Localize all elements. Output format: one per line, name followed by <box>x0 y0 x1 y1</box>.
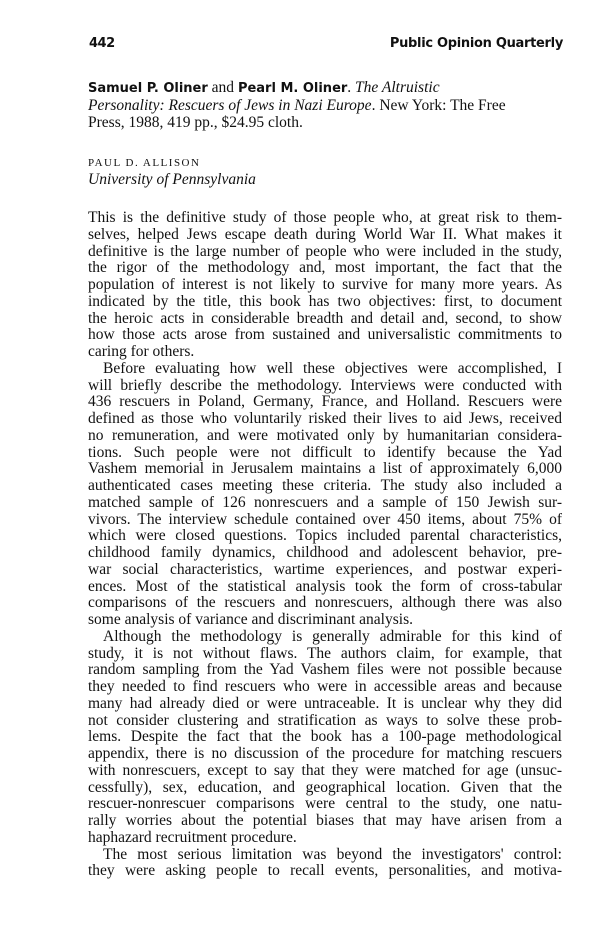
text-line: will briefly describe the methodology. Interviews were conducted with <box>88 377 562 394</box>
text-line: Before evaluating how well these objectives were accomplished, I <box>103 360 562 377</box>
text-line: they needed to find rescuers who were in accessible areas and because <box>88 679 562 695</box>
text-line: population of interest is not likely to survive for many more years. As <box>88 277 562 293</box>
book-title-part-1: The Altruistic <box>355 79 440 96</box>
reviewer-name: PAUL D. ALLISON <box>88 157 201 169</box>
text-line: the rigor of the methodology and, most important, the fact that the <box>88 260 562 277</box>
text-line: some analysis of variance and discriminant analysis. <box>88 612 413 628</box>
text-line: lems. Despite the fact that the book has a 100-page methodological <box>88 729 562 746</box>
text-line: which were closed questions. Topics included parental characteristics, <box>88 528 562 545</box>
text-line: haphazard recruitment procedure. <box>88 829 297 846</box>
text-line: rescuer-nonrescuer comparisons were central to the study, one natu- <box>88 796 562 813</box>
text-line: comparisons of the rescuers and nonrescuers, although there was also <box>88 595 562 612</box>
book-citation <box>88 79 563 131</box>
text-line: Vashem memorial in Jerusalem maintains a list of approximately 6,000 <box>88 461 562 478</box>
text-line: cessfully), sex, education, and geographical location. Given that the <box>88 779 562 796</box>
reviewer-block <box>88 155 256 189</box>
text-line: rally worries about the potential biases that may have arisen from a <box>88 813 562 829</box>
text-line: vivors. The interview schedule contained over 450 items, about 75% of <box>88 511 562 528</box>
text-line: many had already died or were untraceable. It is unclear why they did <box>88 695 562 712</box>
text-line: random sampling from the Yad Vashem files were not possible because <box>88 662 562 679</box>
text-line: tions. Such people were not difficult to identify because the Yad <box>88 444 562 461</box>
text-line: selves, helped Jews escape death during World War II. What makes it <box>88 226 562 243</box>
citation-line-1: Samuel P. Oliner and Pearl M. Oliner. The Altruistic <box>88 79 440 96</box>
citation-line-2 <box>88 97 563 114</box>
text-line: Although the methodology is generally admirable for this kind of <box>103 628 562 645</box>
text-line: the heroic acts in considerable breadth and detail and, second, to show <box>88 310 562 327</box>
text-line: indicated by the title, this book has two objectives: first, to document <box>88 293 562 310</box>
review-body <box>88 210 562 880</box>
citation-line-3: Press, 1988, 419 pp., $24.95 cloth. <box>88 114 303 131</box>
page-number: 442 <box>89 36 115 51</box>
text-line: The most serious limitation was beyond the investigators' control: <box>103 846 562 863</box>
publisher-part-1: . New York: The Free <box>371 97 506 114</box>
text-line: definitive is the large number of people who were included in the study, <box>88 243 562 260</box>
running-head <box>88 36 563 56</box>
text-line: study, it is not without flaws. The authors claim, for example, that <box>88 645 562 662</box>
text-line: how those acts arose from sustained and universalistic commitments to <box>88 327 562 344</box>
journal-title: Public Opinion Quarterly <box>389 36 563 51</box>
text-line: ences. Most of the statistical analysis took the form of cross-tabular <box>88 578 562 595</box>
text-line: no remuneration, and were motivated only by humanitarian considera- <box>88 427 562 444</box>
text-line: they were asking people to recall events, personalities, and motiva- <box>88 863 562 880</box>
text-line: with nonrescuers, except to say that they were matched for age (unsuc- <box>88 762 562 779</box>
author-1: Samuel P. Oliner <box>88 81 208 96</box>
text-line: defined as those who voluntarily risked their lives to aid Jews, received <box>88 411 562 427</box>
text-line: authenticated cases meeting these criteria. The study also included a <box>88 478 562 494</box>
reviewer-affiliation: University of Pennsylvania <box>88 171 256 188</box>
text-line: not consider clustering and stratification as ways to solve these prob- <box>88 712 562 729</box>
author-connector: and <box>211 79 235 96</box>
book-title-part-2: Personality: Rescuers of Jews in Nazi Europe <box>88 97 372 114</box>
text-line: war social characteristics, wartime experiences, and postwar experi- <box>88 561 562 578</box>
text-line: This is the definitive study of those people who, at great risk to them- <box>88 210 562 226</box>
text-line: matched sample of 126 nonrescuers and a sample of 150 Jewish sur- <box>88 494 562 511</box>
text-line: childhood family dynamics, childhood and adolescent behavior, pre- <box>88 545 562 561</box>
author-2: Pearl M. Oliner <box>237 81 348 96</box>
text-line: appendix, there is no discussion of the procedure for matching rescuers <box>88 746 562 762</box>
text-line: caring for others. <box>88 344 195 360</box>
text-line: 436 rescuers in Poland, Germany, France, and Holland. Rescuers were <box>88 394 562 411</box>
